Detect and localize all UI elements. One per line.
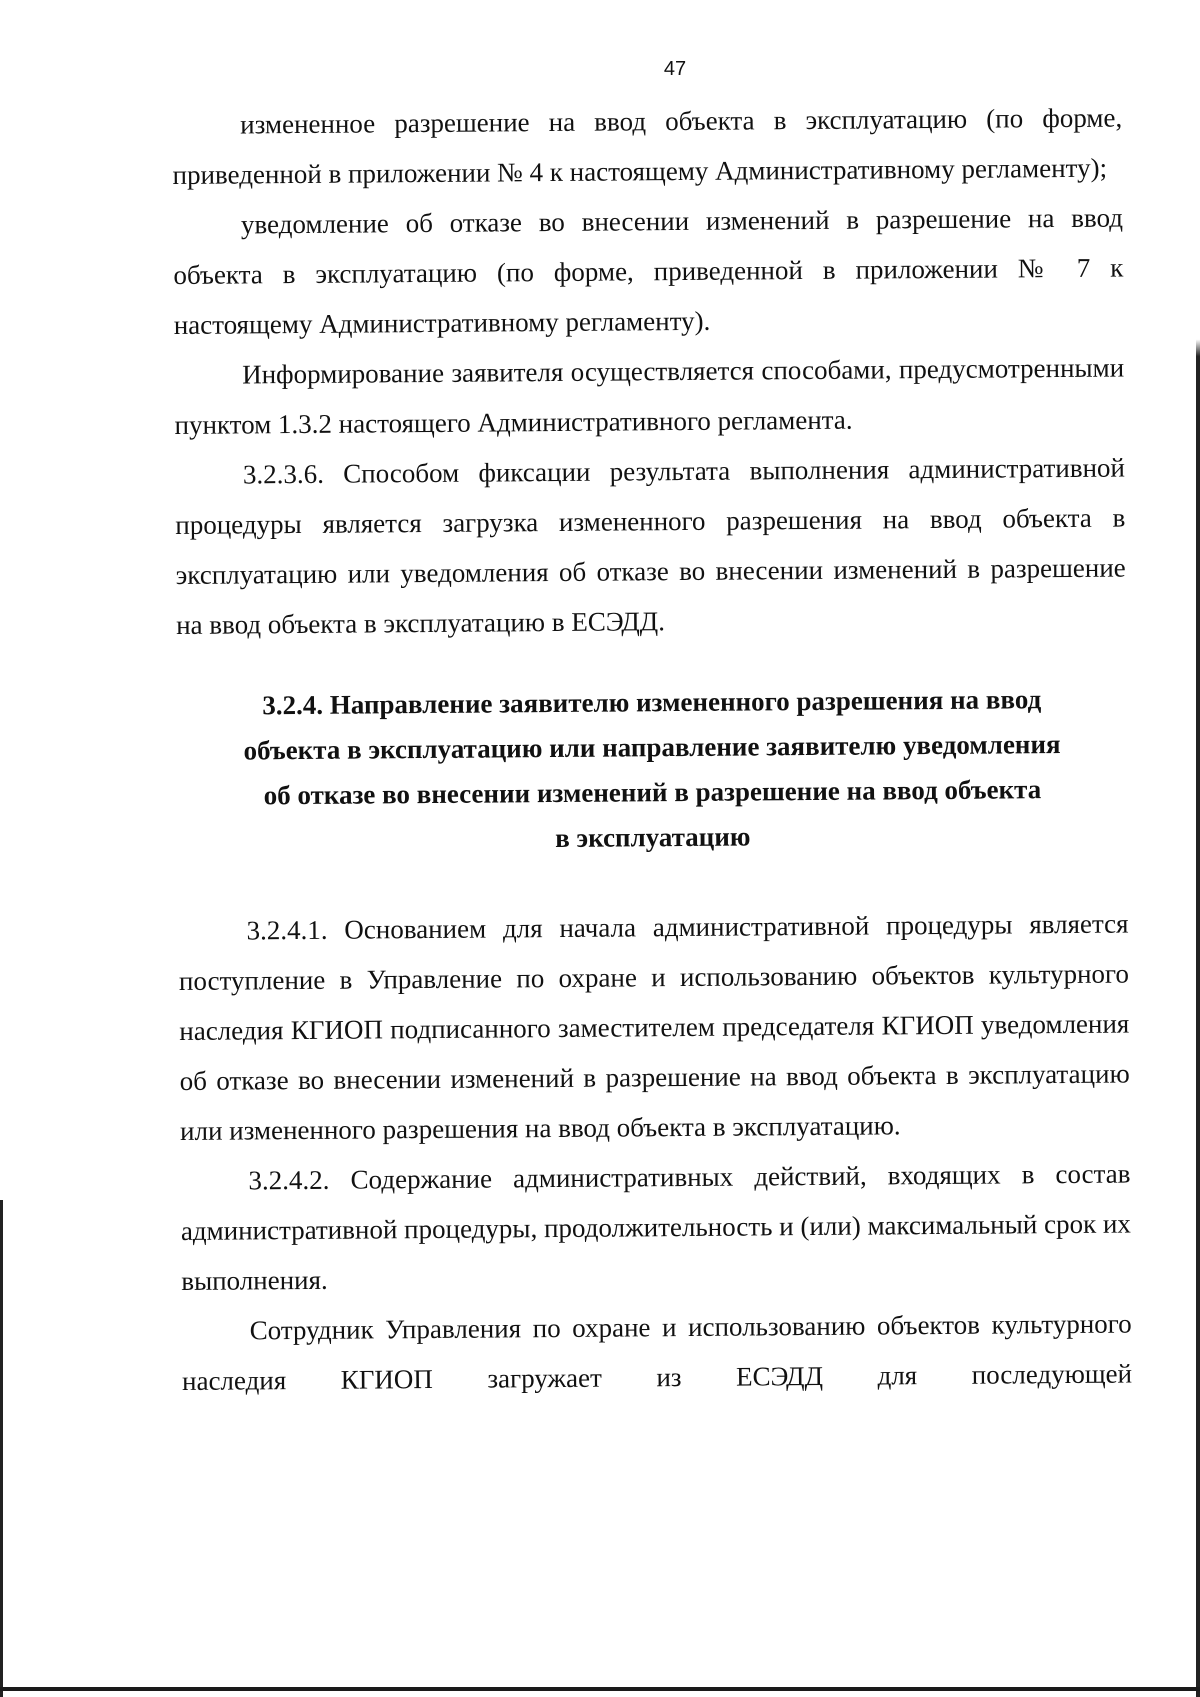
scan-edge-left: [0, 1200, 3, 1697]
page-number: 47: [663, 58, 687, 80]
paragraph: 3.2.3.6. Способом фиксации результата выполнения административной процедуры является загрузка измененного разрешения на ввод объекта в эксплуатацию или уведомления об отказе во внесении изменений в разрешение на ввод объекта в эксплуатацию в ЕСЭДД.: [175, 452, 1126, 640]
paragraph: 3.2.4.1. Основанием для начала административной процедуры является поступление в Управление по охране и использованию объектов культурного наследия КГИОП подписанного заместителем председателя КГИОП уведомления об отказе во внесении изменений в разрешение на ввод объекта в эксплуатацию или измененного разрешения на ввод объекта в эксплуатацию.: [178, 908, 1130, 1146]
paragraph: 3.2.4.2. Содержание административных действий, входящих в состав административной процедуры, продолжительность и (или) максимальный срок их выполнения.: [180, 1158, 1131, 1296]
paragraph: Сотрудник Управления по охране и использованию объектов культурного наследия КГИОП загружает из ЕСЭДД для последующей: [181, 1308, 1133, 1396]
scan-edge-bottom: [0, 1687, 1200, 1691]
section-heading-line: объекта в эксплуатацию или направление заявителю уведомления: [243, 729, 1061, 766]
paragraph: измененное разрешение на ввод объекта в эксплуатацию (по форме, приведенной в приложении № 4 к настоящему Административному регламенту);: [172, 102, 1123, 190]
section-heading-line: в эксплуатацию: [555, 821, 751, 854]
scan-edge-right: [1196, 0, 1200, 1697]
paragraph: уведомление об отказе во внесении изменений в разрешение на ввод объекта в эксплуатацию (по форме, приведенной в приложении № 7 к настоящему Административному регламенту).: [173, 202, 1124, 340]
section-heading-line: об отказе во внесении изменений в разрешение на ввод объекта: [263, 774, 1042, 811]
document-body: [172, 93, 1132, 1406]
section-heading: [177, 677, 1128, 864]
paragraph: Информирование заявителя осуществляется способами, предусмотренными пунктом 1.3.2 настоящего Административного регламента.: [174, 352, 1125, 440]
section-heading-line: 3.2.4. Направление заявителю измененного разрешения на ввод: [262, 684, 1042, 721]
